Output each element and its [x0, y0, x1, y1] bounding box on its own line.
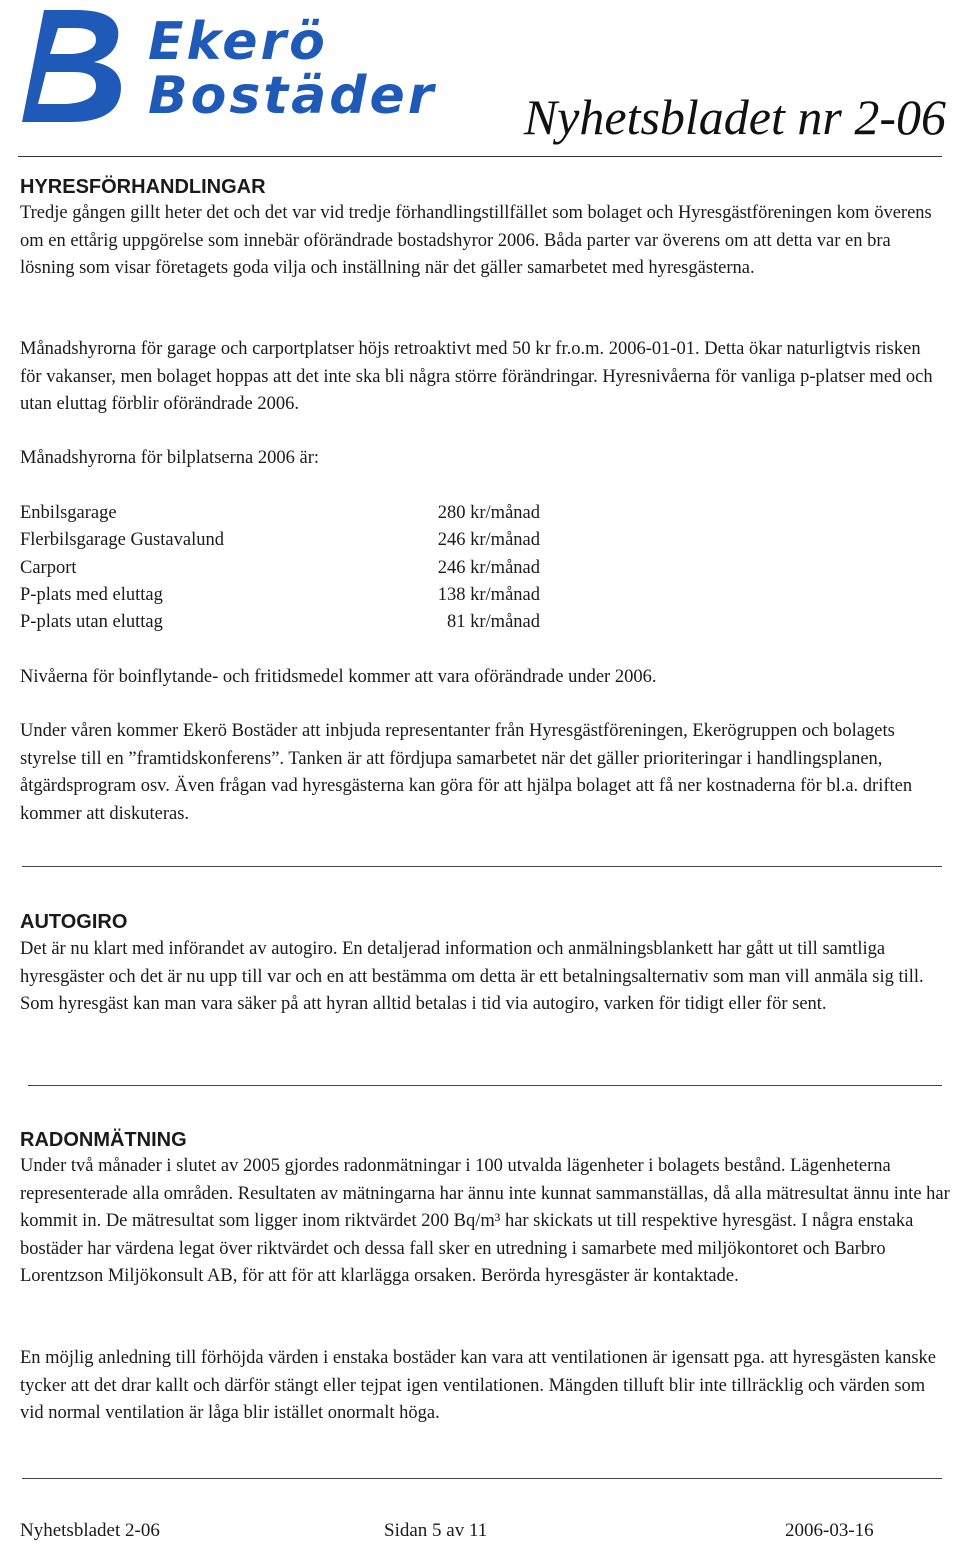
rate-label: P-plats utan eluttag: [20, 612, 163, 633]
rate-value: 246 kr/månad: [437, 530, 540, 551]
rate-label: P-plats med eluttag: [20, 584, 163, 605]
ekero-bostader-logo: [14, 2, 437, 130]
rate-row: [20, 500, 540, 527]
parking-rates-list: [20, 500, 540, 636]
heading-autogiro: AUTOGIRO: [20, 911, 128, 933]
logo-b-mark-icon: [14, 2, 144, 130]
hyres-paragraph-1: Tredje gången gillt heter det och det var vid tredje förhandlingstillfället som bolaget och Hyresgästföreningen kom överens om en ettårig uppgörelse som innebär oförändrade bostadshyror 2006. Båda parter var överens om att detta var en bra lösning som visar företagets goda vilja och inställning när det gäller samarbetet med hyresgästerna.: [20, 203, 932, 278]
footer-page-number: Sidan 5 av 11: [384, 1520, 488, 1541]
hyres-paragraph-5: Under våren kommer Ekerö Bostäder att inbjuda representanter från Hyresgästföreningen, Ekerögruppen och bolagets styrelse till en ”framtidskonferens”. Tanken är att fördjupa samarbetet när det gäller prioriteringar i handlingsplanen, åtgärdsprogram osv. Även frågan vad hyresgästerna kan göra för att hjälpa bolaget att få ner kostnaderna för bl.a. driften kommer att diskuteras.: [20, 721, 913, 824]
rate-value: 280 kr/månad: [437, 503, 540, 523]
rate-value: 246 kr/månad: [437, 557, 540, 578]
rate-row: [20, 555, 540, 582]
footer-newsletter: Nyhetsbladet 2-06: [20, 1520, 160, 1541]
footer-divider: [22, 1478, 942, 1479]
heading-hyresforhandlingar: HYRESFÖRHANDLINGAR: [20, 176, 266, 198]
footer-date: 2006-03-16: [785, 1520, 874, 1541]
hyres-paragraph-4: Nivåerna för boinflytande- och fritidsmedel kommer att vara oförändrade under 2006.: [20, 667, 657, 687]
section-divider: [28, 1085, 942, 1086]
autogiro-paragraph: Det är nu klart med införandet av autogiro. En detaljerad information och anmälningsblankett har gått ut till samtliga hyresgäster och det är nu upp till var och en att bestämma om detta är ett betalningsalternativ som man vill anmäla sig till. Som hyresgäst kan man vara säker på att hyran alltid betalas i tid via autogiro, varken för tidigt eller för sent.: [20, 939, 924, 1014]
hyres-paragraph-2: Månadshyrorna för garage och carportplatser höjs retroaktivt med 50 kr fr.o.m. 2006-01-01. Detta ökar naturligtvis risken för vakanser, men bolaget hoppas att det inte ska bli några större förändringar. Hyresnivåerna för vanliga p-platser med och utan eluttag förblir oförändrade 2006.: [20, 339, 933, 414]
radon-paragraph-2: En möjlig anledning till förhöjda värden i enstaka bostäder kan vara att ventilationen är igensatt pga. att hyresgästen kanske tycker att det drar kallt och därför stängt eller tejpat igen ventilationen. Mängden tilluft blir inte tillräcklig och värden som vid normal ventilation är låga blir istället onormalt höga.: [20, 1348, 936, 1423]
rate-value: 138 kr/månad: [437, 584, 540, 605]
rate-row: [20, 527, 540, 554]
logo-line-2: Bostäder: [148, 66, 437, 126]
rate-label: Carport: [20, 557, 77, 578]
rate-value: 81 kr/månad: [447, 612, 540, 633]
hyres-paragraph-3: Månadshyrorna för bilplatserna 2006 är:: [20, 448, 319, 468]
rate-label: Enbilsgarage: [20, 503, 117, 523]
rate-row: [20, 609, 540, 636]
rate-label: Flerbilsgarage Gustavalund: [20, 530, 224, 551]
radon-paragraph-1: Under två månader i slutet av 2005 gjordes radonmätningar i 100 utvalda lägenheter i bolagets bestånd. Lägenheterna representerade alla områden. Resultaten av mätningarna har ännu inte kunnat sammanställas, då alla mätresultat ännu inte har kommit in. De mätresultat som ligger inom riktvärdet 200 Bq/m³ har skickats ut till respektive hyresgäst. I några enstaka bostäder har värdena legat över riktvärdet och dessa fall sker en utredning i samarbete med miljökontoret och Barbro Lorentzson Miljökonsult AB, för att för att klarlägga orsaken. Berörda hyresgäster är kontaktade.: [20, 1156, 950, 1286]
header-divider: [18, 156, 942, 157]
heading-radonmatning: RADONMÄTNING: [20, 1129, 187, 1151]
section-divider: [22, 866, 942, 867]
issue-title: Nyhetsbladet nr 2-06: [523, 89, 946, 145]
logo-line-1: Ekerö: [148, 12, 328, 72]
rate-row: [20, 582, 540, 609]
